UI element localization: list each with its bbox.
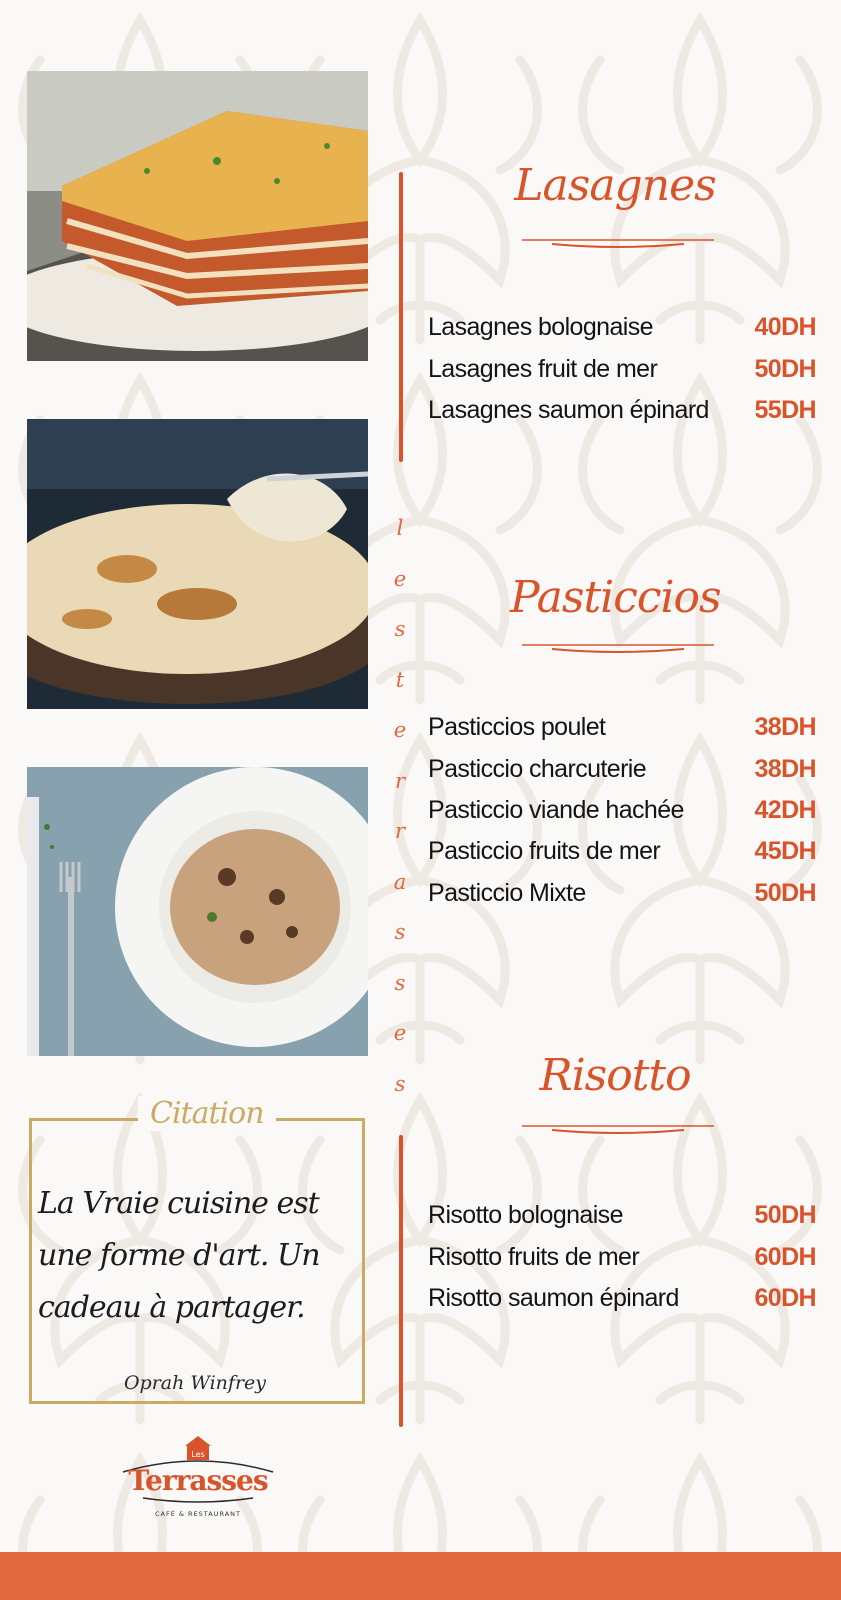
- les-terrasses-logo: [113, 1432, 283, 1522]
- menu-item-name: Risotto bolognaise: [428, 1201, 623, 1230]
- vertical-letter: s: [394, 617, 406, 641]
- menu-item-price: 60DH: [754, 1283, 816, 1312]
- vertical-letter: e: [393, 718, 407, 742]
- menu-list-pasticcios: [428, 707, 816, 914]
- menu-item: [428, 748, 816, 789]
- menu-item-name: Pasticcios poulet: [428, 713, 606, 742]
- menu-item-name: Risotto fruits de mer: [428, 1242, 640, 1271]
- menu-item-price: 50DH: [754, 1201, 816, 1230]
- section-title-risotto: Risotto: [539, 1050, 691, 1101]
- menu-item: [428, 790, 816, 831]
- menu-item: [428, 707, 816, 748]
- menu-list-risotto: [428, 1195, 816, 1319]
- menu-item-name: Pasticcio viande hachée: [428, 795, 684, 824]
- menu-item-name: Lasagnes fruit de mer: [428, 354, 658, 383]
- menu-item-name: Pasticcio charcuterie: [428, 754, 647, 783]
- title-underline-ornament: [522, 641, 714, 653]
- vertical-letter: s: [394, 970, 406, 995]
- menu-item-price: 55DH: [754, 395, 816, 424]
- menu-item: [428, 390, 816, 431]
- quote-label: Citation: [138, 1096, 276, 1131]
- vertical-letter: s: [394, 1071, 406, 1096]
- menu-item: [428, 1195, 816, 1236]
- menu-item-price: 38DH: [754, 754, 816, 783]
- title-underline-ornament: [522, 236, 714, 248]
- vertical-letter: s: [394, 920, 406, 944]
- menu-item-price: 50DH: [754, 878, 816, 907]
- menu-item-price: 42DH: [754, 795, 816, 824]
- menu-item: [428, 1236, 816, 1277]
- menu-list-lasagnes: [428, 307, 816, 431]
- menu-item-name: Lasagnes saumon épinard: [428, 395, 709, 424]
- menu-item-name: Pasticcio fruits de mer: [428, 837, 661, 866]
- section-title-pasticcios: Pasticcios: [510, 572, 721, 623]
- menu-item-price: 60DH: [754, 1242, 816, 1271]
- quote-author: Oprah Winfrey: [123, 1372, 267, 1394]
- section-title-lasagnes: Lasagnes: [514, 160, 716, 211]
- vertical-divider-bottom: [399, 1135, 403, 1427]
- logo-tagline: CAFÉ & RESTAURANT: [155, 1510, 241, 1518]
- menu-item: [428, 873, 816, 914]
- menu-item: [428, 307, 816, 348]
- menu-item-price: 38DH: [754, 713, 816, 742]
- menu-item: [428, 831, 816, 872]
- menu-item-name: Pasticcio Mixte: [428, 878, 586, 907]
- menu-item-name: Risotto saumon épinard: [428, 1283, 679, 1312]
- vertical-letter: r: [394, 768, 406, 793]
- title-underline-ornament: [522, 1122, 714, 1134]
- vertical-letter: t: [395, 667, 405, 692]
- risotto-photo: [27, 767, 368, 1056]
- lasagne-photo: [27, 71, 368, 361]
- vertical-brand-text: [388, 503, 412, 1109]
- menu-item: [428, 348, 816, 389]
- vertical-letter: r: [394, 819, 406, 843]
- footer-bar: [0, 1552, 841, 1600]
- quote-text: La Vraie cuisine est une forme d'art. Un cadeau à partager.: [38, 1186, 320, 1325]
- pasticcio-photo: [27, 419, 368, 709]
- vertical-letter: e: [393, 566, 407, 591]
- logo-name: Terrasses: [128, 1464, 268, 1497]
- menu-item: [428, 1278, 816, 1319]
- menu-item-price: 45DH: [754, 837, 816, 866]
- menu-item-price: 50DH: [754, 354, 816, 383]
- logo-top-text: Les: [191, 1450, 205, 1459]
- menu-item-name: Lasagnes bolognaise: [428, 313, 653, 342]
- vertical-divider-top: [399, 172, 403, 462]
- vertical-letter: a: [393, 869, 407, 894]
- menu-item-price: 40DH: [754, 313, 816, 342]
- vertical-letter: e: [393, 1021, 407, 1045]
- vertical-letter: l: [396, 516, 404, 540]
